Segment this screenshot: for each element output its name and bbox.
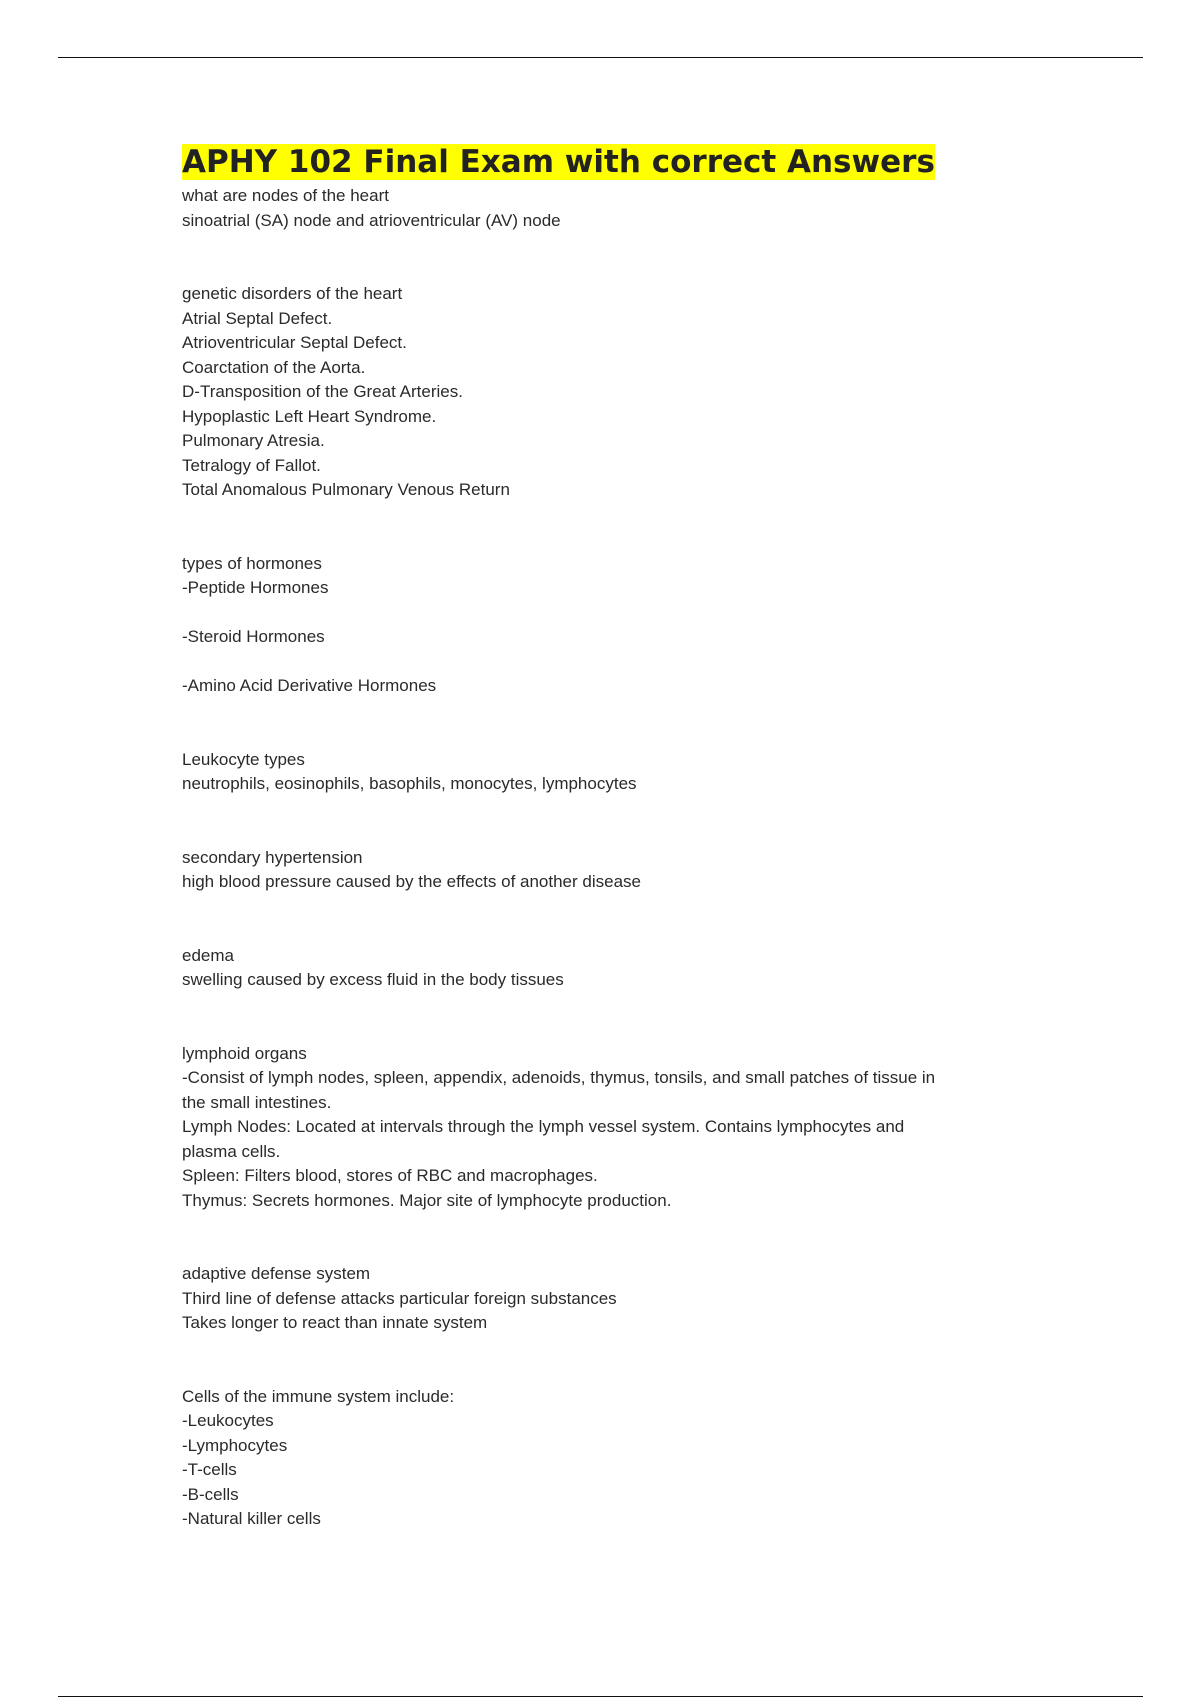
answer-line: Tetralogy of Fallot. [182, 455, 321, 475]
answer-line: -Steroid Hormones [182, 627, 325, 646]
answer-line: Atrial Septal Defect. [182, 308, 333, 328]
question: Leukocyte types [182, 749, 305, 769]
answer-line: Pulmonary Atresia. [182, 431, 325, 450]
answer-line: swelling caused by excess fluid in the body tissues [182, 970, 564, 989]
answer-line: -Amino Acid Derivative Hormones [182, 676, 437, 695]
answer-line: -T-cells [182, 1460, 237, 1479]
title-highlight: APHY 102 Final Exam with correct Answers [182, 144, 935, 180]
answer-line: Hypoplastic Left Heart Syndrome. [182, 406, 437, 426]
question: secondary hypertension [182, 847, 363, 867]
answer-line: Spleen: Filters blood, stores of RBC and macrophages. [182, 1166, 598, 1185]
answer-line: Coarctation of the Aorta. [182, 357, 366, 377]
answer-line: Takes longer to react than innate system [182, 1313, 488, 1332]
question: types of hormones [182, 553, 322, 573]
answer-line: plasma cells. [182, 1141, 281, 1161]
answer-line: Total Anomalous Pulmonary Venous Return [182, 480, 510, 499]
qa-item [182, 1385, 1062, 1532]
answer-line: -Peptide Hormones [182, 578, 329, 597]
header-rule [58, 57, 1143, 58]
question: what are nodes of the heart [182, 186, 389, 205]
footer-rule [58, 1696, 1143, 1697]
document-title [182, 140, 1062, 184]
answer-line: -Natural killer cells [182, 1509, 321, 1528]
question: Cells of the immune system include: [182, 1386, 455, 1406]
answer-line: Lymph Nodes: Located at intervals through the lymph vessel system. Contains lymphocytes and [182, 1117, 905, 1136]
answer-line: -Consist of lymph nodes, spleen, appendix, adenoids, thymus, tonsils, and small patches of tissue in [182, 1068, 936, 1087]
question: genetic disorders of the heart [182, 284, 403, 303]
qa-item [182, 944, 1062, 993]
answer-line: -Leukocytes [182, 1411, 274, 1430]
qa-item [182, 184, 1062, 233]
answer-line: Third line of defense attacks particular foreign substances [182, 1288, 617, 1308]
qa-item [182, 1042, 1062, 1214]
document-body [182, 140, 1062, 1532]
answer-line: D-Transposition of the Great Arteries. [182, 382, 463, 401]
answer-line [182, 601, 1062, 626]
answer-line: sinoatrial (SA) node and atrioventricular (AV) node [182, 210, 561, 230]
qa-item [182, 748, 1062, 797]
qa-item [182, 552, 1062, 699]
answer-line [182, 650, 1062, 675]
qa-item [182, 846, 1062, 895]
qa-item [182, 1262, 1062, 1336]
answer-line: the small intestines. [182, 1092, 332, 1112]
answer-line: Thymus: Secrets hormones. Major site of lymphocyte production. [182, 1190, 672, 1210]
qa-list [182, 184, 1062, 1532]
question: adaptive defense system [182, 1264, 371, 1283]
answer-line: -B-cells [182, 1484, 239, 1504]
answer-line: neutrophils, eosinophils, basophils, monocytes, lymphocytes [182, 774, 637, 793]
question: lymphoid organs [182, 1043, 307, 1063]
answer-line: -Lymphocytes [182, 1435, 288, 1455]
question: edema [182, 945, 234, 965]
answer-line: high blood pressure caused by the effects of another disease [182, 872, 641, 891]
answer-line: Atrioventricular Septal Defect. [182, 333, 407, 352]
qa-item [182, 282, 1062, 503]
